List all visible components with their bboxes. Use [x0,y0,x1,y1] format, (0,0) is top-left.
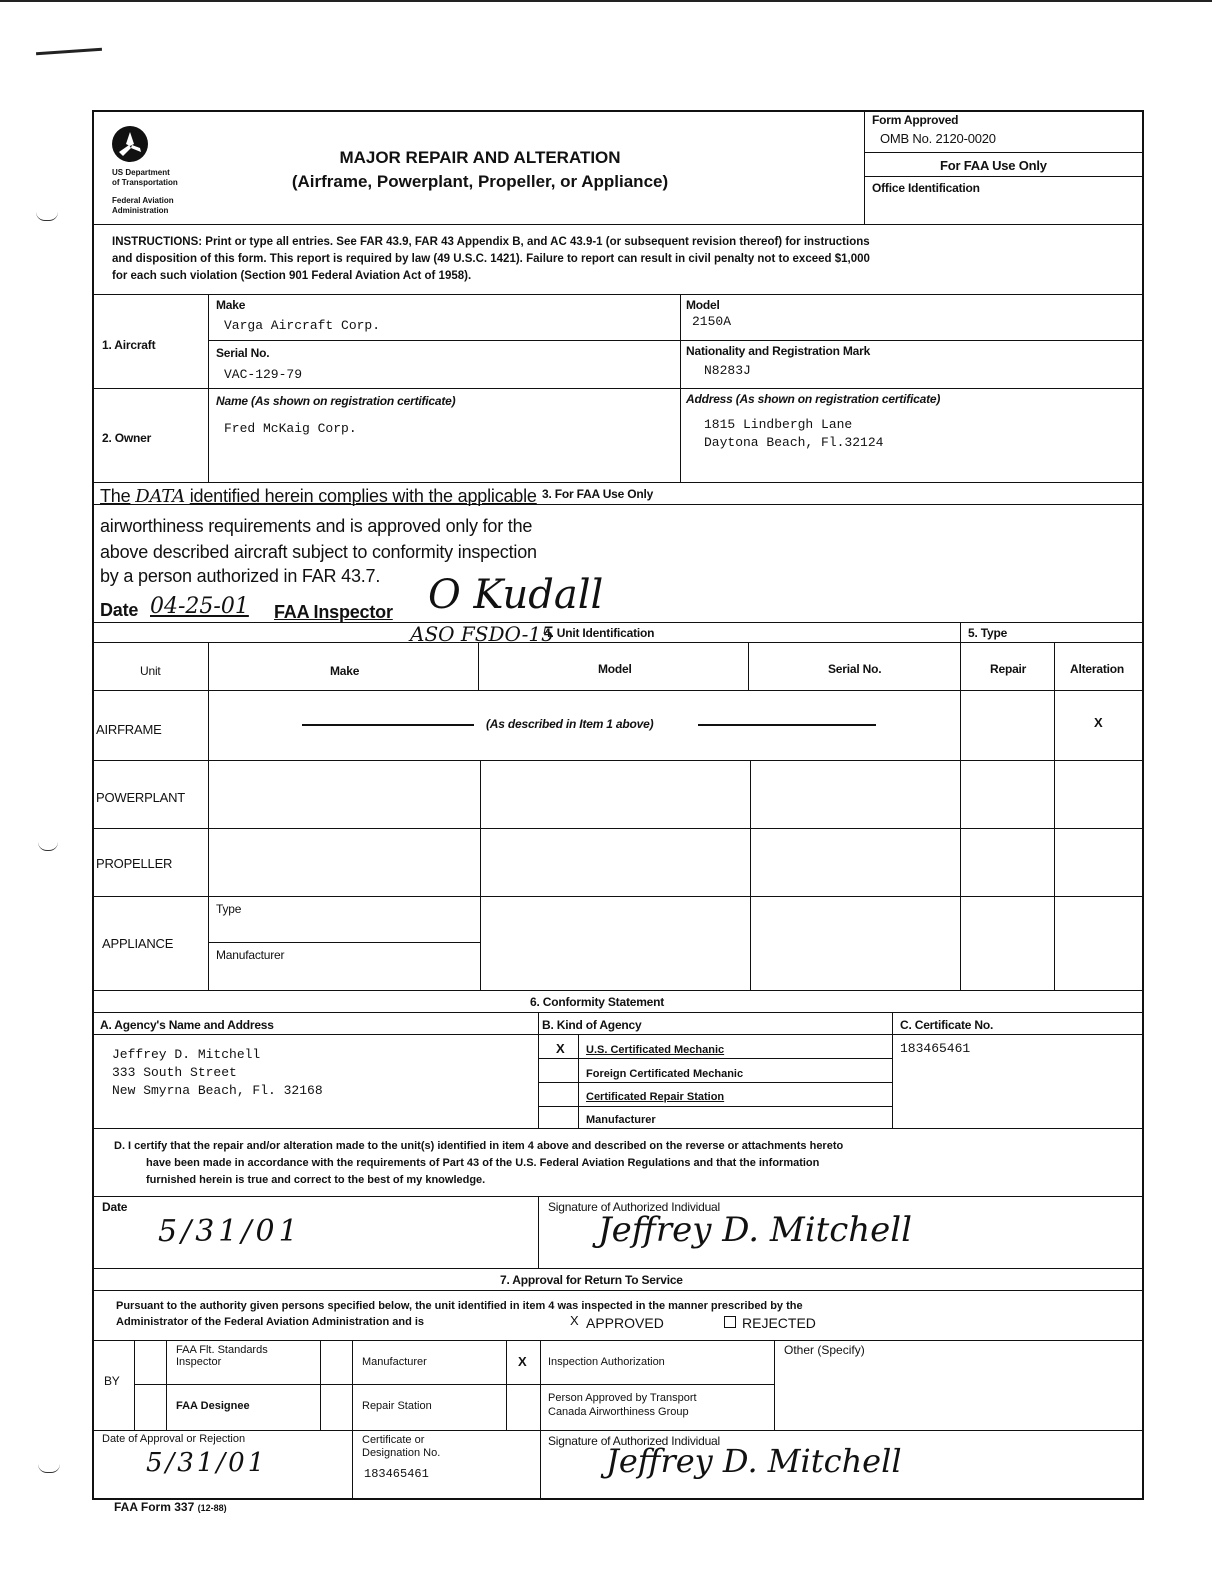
conformity-signature: Jeffrey D. Mitchell [598,1210,913,1250]
person-approved-line1: Person Approved by Transport [548,1392,697,1404]
scan-mark [36,212,58,221]
certificate-value: 183465461 [900,1041,971,1056]
certificate-designation-label-line1: Certificate or [362,1434,425,1446]
approved-label: APPROVED [586,1315,664,1331]
faa-use-header: 3. For FAA Use Only [542,487,654,501]
dot-logo-icon [110,124,150,164]
stamp-line1-pre: The [100,486,131,506]
airframe-note: (As described in Item 1 above) [486,717,654,731]
agency-name-line4: Administration [112,206,169,215]
column-alteration: Alteration [1070,662,1125,676]
agency-street: 333 South Street [112,1065,237,1080]
column-repair: Repair [990,662,1027,676]
scan-mark [38,1464,60,1473]
type-header: 5. Type [968,626,1008,640]
faa-form-337 [92,110,1144,1500]
approved-checkbox: X [570,1313,579,1328]
column-model: Model [598,662,632,676]
other-specify-label: Other (Specify) [784,1343,865,1357]
stamp-data-handwritten: DATA [135,486,185,507]
omb-number: OMB No. 2120-0020 [880,131,996,146]
airframe-alteration-mark: X [1094,715,1103,730]
agency-name: Jeffrey D. Mitchell [112,1047,261,1062]
rejected-label: REJECTED [742,1315,816,1331]
certificate-label: C. Certificate No. [900,1018,994,1032]
kind-mark: X [556,1041,565,1056]
kind-option-us-mechanic: U.S. Certificated Mechanic [586,1044,725,1056]
owner-address-line1: 1815 Lindbergh Lane [704,417,853,432]
scan-edge-line [0,0,1212,2]
instructions-line1: INSTRUCTIONS: Print or type all entries. See FAR 43.9, FAR 43 Appendix B, and AC 43.9-1 (or subsequent revision thereof) for instructions [112,236,870,248]
kind-option-foreign-mechanic: Foreign Certificated Mechanic [586,1068,744,1080]
approval-signature-label: Signature of Authorized Individual [548,1434,720,1448]
faa-inspector-signature: O Kudall [428,572,604,618]
agency-name-line2: of Transportation [112,178,178,187]
agency-label: A. Agency's Name and Address [100,1018,274,1032]
form-number: FAA Form 337 [114,1500,195,1514]
serial-value: VAC-129-79 [224,367,303,382]
faa-flt-standards-line1: FAA Flt. Standards [176,1344,268,1356]
row-appliance: APPLIANCE [102,936,174,951]
approval-date-value: 5/31/01 [146,1448,268,1478]
rejected-checkbox [724,1316,736,1328]
row-airframe: AIRFRAME [96,722,162,737]
conformity-header: 6. Conformity Statement [530,995,665,1009]
conformity-date-label: Date [102,1200,128,1214]
form-number-footer [114,1500,227,1514]
faa-flt-standards-line2: Inspector [176,1356,222,1368]
manufacturer-label: Manufacturer [362,1356,427,1368]
inspection-authorization-label: Inspection Authorization [548,1356,665,1368]
aircraft-section-label: 1. Aircraft [102,338,156,352]
stamp-line1 [100,486,537,507]
form-approved-label: Form Approved [872,113,959,127]
agency-city: New Smyrna Beach, Fl. 32168 [112,1083,323,1098]
owner-name-value: Fred McKaig Corp. [224,421,357,436]
stamp-line3: above described aircraft subject to conformity inspection [100,542,537,562]
unit-identification-header: 4. Unit Identification [544,626,655,640]
model-label: Model [686,298,720,312]
stamp-line1-post: identified herein complies with the applicable [189,486,537,506]
agency-name-line3: Federal Aviation [112,196,174,205]
row-propeller: PROPELLER [96,856,173,871]
stamp-line4: by a person authorized in FAR 43.7. [100,566,381,586]
make-label: Make [216,298,246,312]
faa-date-label: Date [100,600,139,620]
owner-address-line2: Daytona Beach, Fl.32124 [704,435,884,450]
scan-mark [38,842,58,851]
faa-inspector-office: ASO FSDO-15 [410,622,554,646]
nationality-label: Nationality and Registration Mark [686,344,871,358]
kind-option-repair-station: Certificated Repair Station [586,1091,725,1103]
kind-option-manufacturer: Manufacturer [586,1114,656,1126]
form-title: MAJOR REPAIR AND ALTERATION [339,148,621,167]
faa-use-only-label: For FAA Use Only [940,158,1047,173]
certify-line1: D. I certify that the repair and/or alteration made to the unit(s) identified in item 4 above and described on the reverse or attachments hereto [114,1140,844,1152]
appliance-manufacturer-label: Manufacturer [216,948,285,962]
certify-line2: have been made in accordance with the requirements of Part 43 of the U.S. Federal Aviation Regulations and that the information [146,1157,820,1169]
certificate-designation-value: 183465461 [364,1467,429,1481]
approval-text-line2: Administrator of the Federal Aviation Administration and is [116,1316,425,1328]
column-unit: Unit [140,664,161,678]
row-powerplant: POWERPLANT [96,790,186,805]
make-value: Varga Aircraft Corp. [224,318,381,333]
approval-text-line1: Pursuant to the authority given persons specified below, the unit identified in item 4 was inspected in the manner prescribed by the [116,1300,803,1312]
office-identification-label: Office Identification [872,181,980,195]
agency-name-line1: US Department [112,168,170,177]
person-approved-line2: Canada Airworthiness Group [548,1406,689,1418]
kind-of-agency-label: B. Kind of Agency [542,1018,642,1032]
by-label: BY [104,1374,120,1388]
form-subtitle: (Airframe, Powerplant, Propeller, or Appliance) [291,172,669,191]
instructions-line2: and disposition of this form. This report is required by law (49 U.S.C. 1421). Failure to report can result in civil penalty not to exceed $1,000 [112,253,870,265]
column-serial: Serial No. [828,662,882,676]
owner-address-label: Address (As shown on registration certificate) [686,392,941,406]
owner-name-label: Name (As shown on registration certificate) [216,394,456,408]
certificate-designation-label-line2: Designation No. [362,1447,441,1459]
repair-station-label: Repair Station [362,1400,432,1412]
faa-date-value: 04-25-01 [150,594,249,619]
conformity-signature-label: Signature of Authorized Individual [548,1200,720,1214]
appliance-type-label: Type [216,902,242,916]
approval-date-label: Date of Approval or Rejection [102,1433,246,1445]
approval-header: 7. Approval for Return To Service [500,1273,683,1287]
faa-inspector-label: FAA Inspector [274,602,393,622]
column-make: Make [330,664,360,678]
faa-designee-label: FAA Designee [176,1400,250,1412]
serial-label: Serial No. [216,346,270,360]
conformity-date-value: 5/31/01 [158,1214,302,1249]
nationality-value: N8283J [704,363,751,378]
certify-line3: furnished herein is true and correct to the best of my knowledge. [146,1174,486,1186]
scan-mark [36,48,102,56]
model-value: 2150A [692,314,732,329]
inspection-authorization-mark: X [518,1354,527,1369]
form-date: (12-88) [197,1503,227,1513]
approval-signature: Jeffrey D. Mitchell [606,1442,902,1480]
stamp-line2: airworthiness requirements and is approved only for the [100,516,533,536]
owner-section-label: 2. Owner [102,431,152,445]
instructions-line3: for each such violation (Section 901 Federal Aviation Act of 1958). [112,270,472,282]
